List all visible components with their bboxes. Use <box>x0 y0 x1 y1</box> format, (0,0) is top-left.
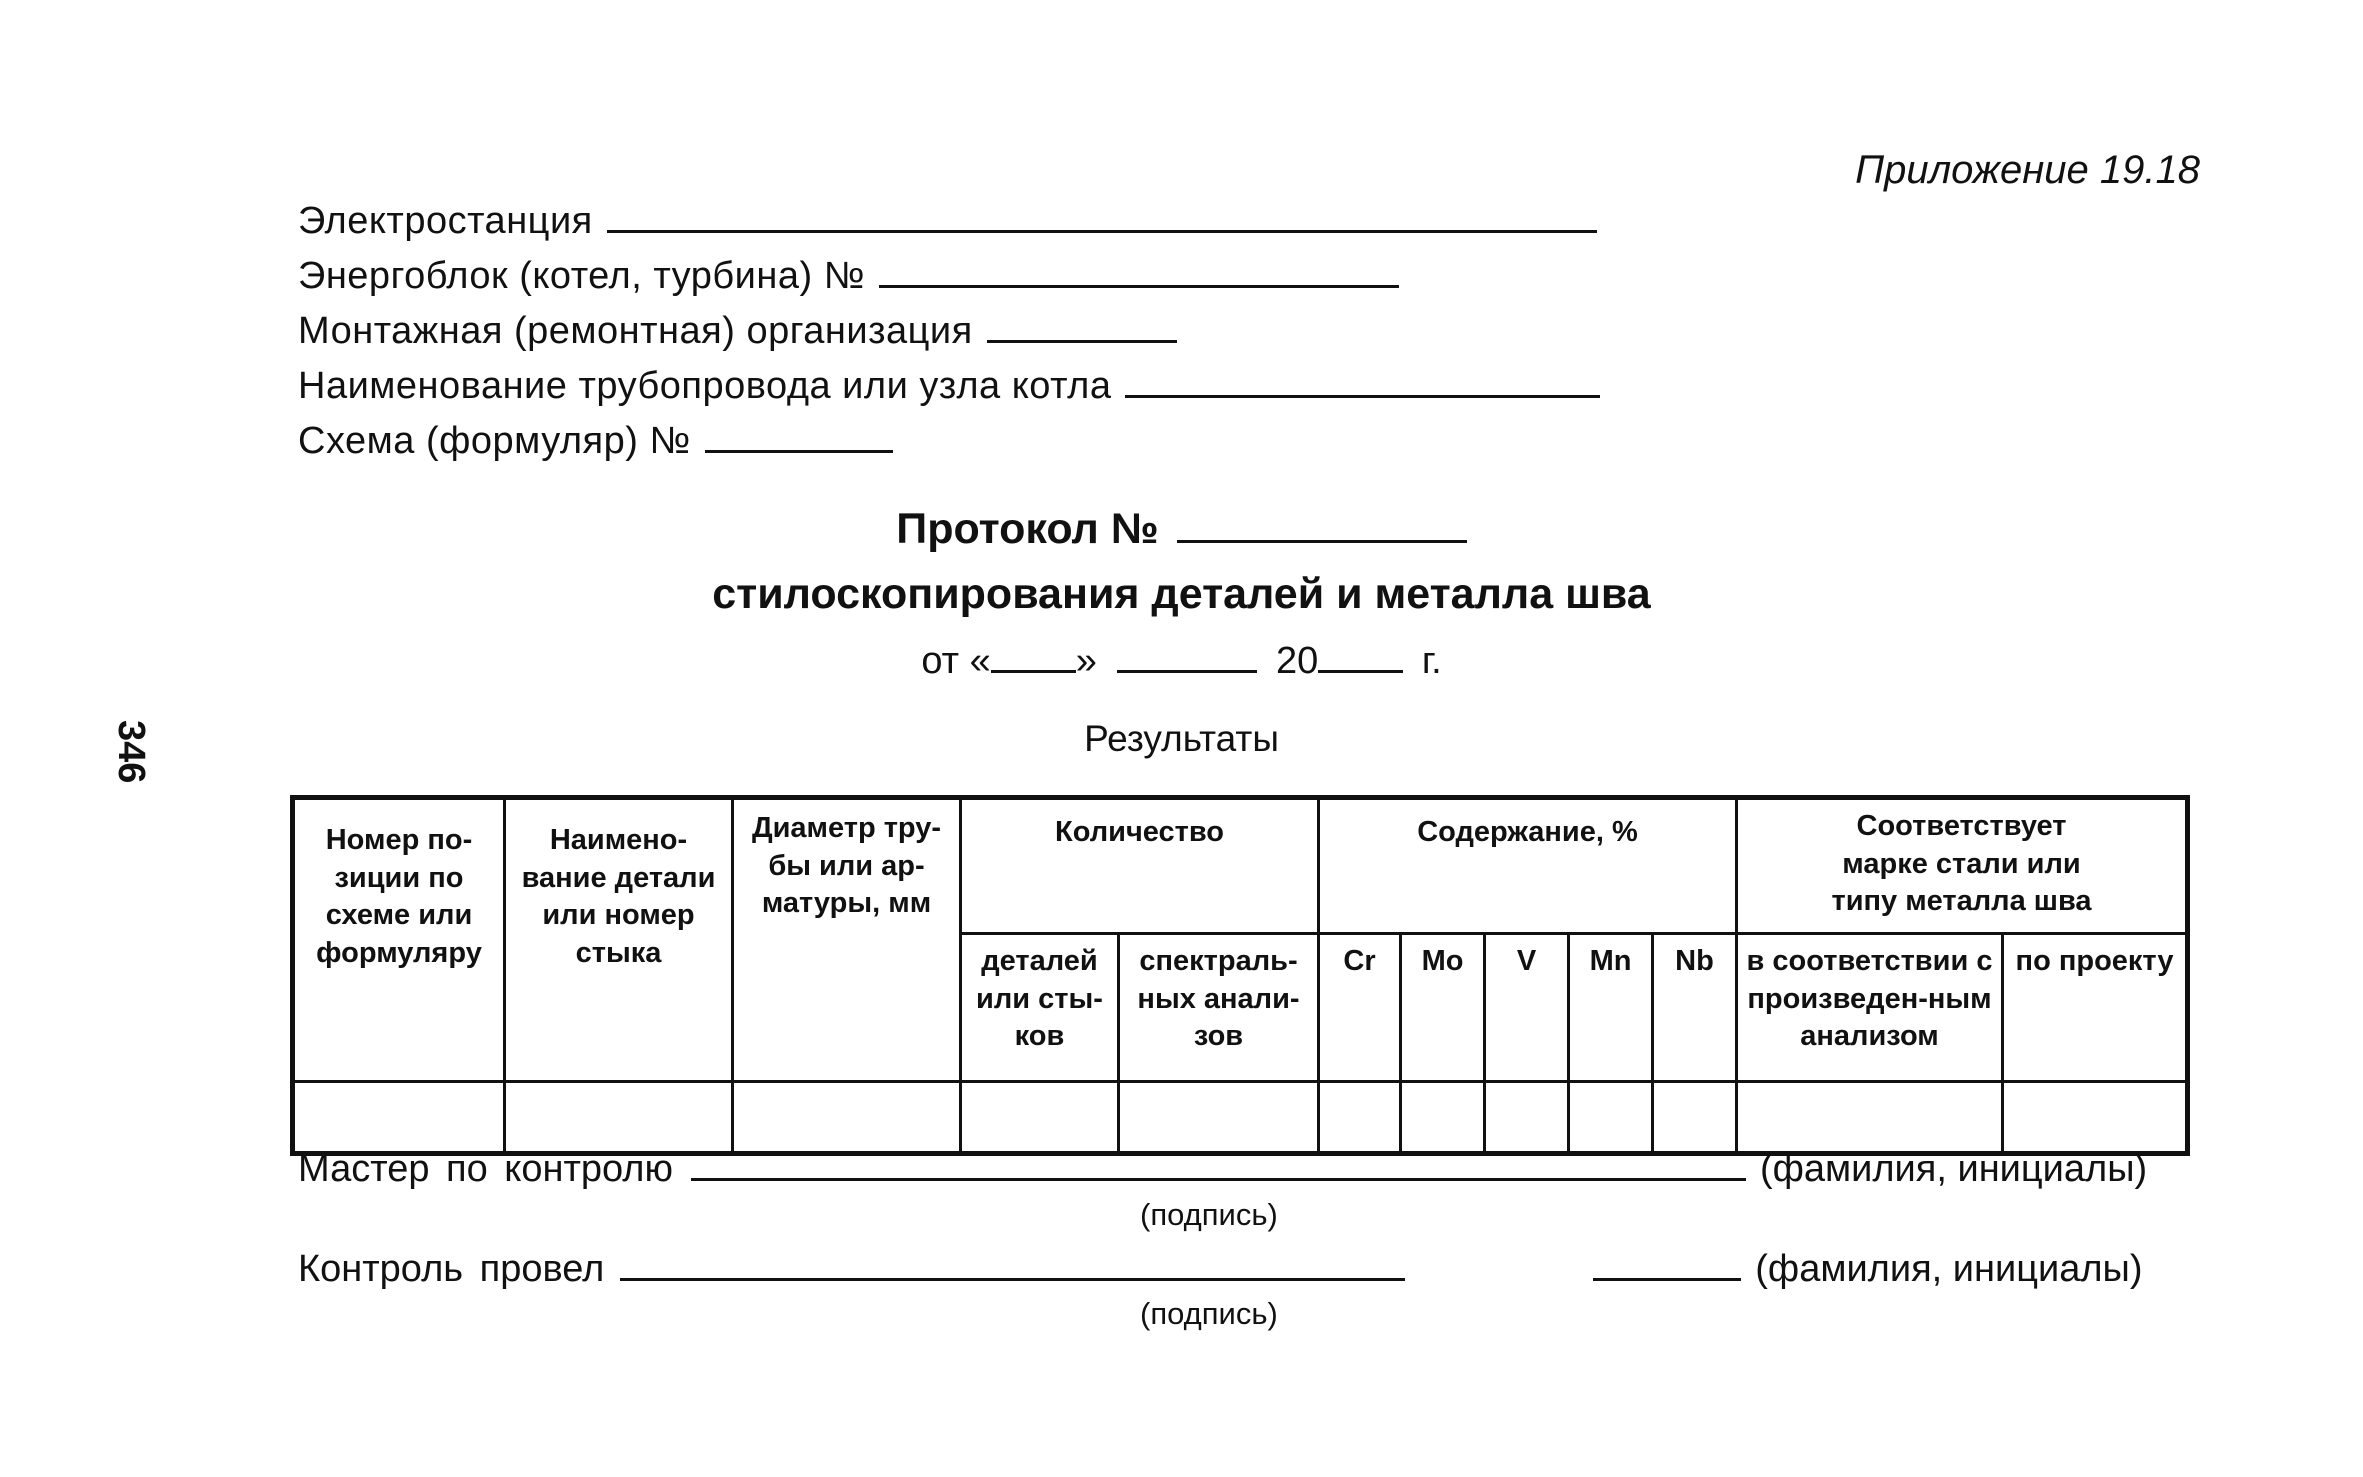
master-signature-row <box>298 1148 2147 1191</box>
cell-mn[interactable] <box>1569 1082 1653 1154</box>
cell-position[interactable] <box>293 1082 505 1154</box>
header-part-name: Наимено-вание детали или номер стыка <box>505 798 733 1082</box>
header-quantity: Количество <box>961 798 1319 934</box>
protocol-title: Протокол № <box>896 505 1159 553</box>
results-table <box>290 795 2190 1156</box>
master-name-caption: (фамилия, инициалы) <box>1759 1148 2148 1190</box>
date-day-blank[interactable] <box>991 666 1076 673</box>
date-suffix: г. <box>1421 640 1442 682</box>
header-matches: Соответствует марке стали или типу металла шва <box>1737 798 2188 934</box>
cell-per-project[interactable] <box>2003 1082 2188 1154</box>
cell-per-analysis[interactable] <box>1737 1082 2003 1154</box>
cell-spectral[interactable] <box>1119 1082 1319 1154</box>
scheme-label: Схема (формуляр) № <box>298 420 691 462</box>
subheader-cr: Cr <box>1319 934 1401 1082</box>
organization-row <box>298 310 1177 353</box>
control-signature-blank[interactable] <box>620 1274 1405 1281</box>
control-label: Контроль провел <box>298 1248 605 1290</box>
appendix-label: Приложение 19.18 <box>1855 148 2200 192</box>
power-station-label: Электростанция <box>298 200 593 242</box>
master-label: Мастер по контролю <box>298 1148 673 1190</box>
pipeline-name-label: Наименование трубопровода или узла котла <box>298 365 1112 407</box>
protocol-date <box>0 640 2363 683</box>
power-unit-label: Энергоблок (котел, турбина) № <box>298 255 865 297</box>
protocol-subtitle: стилоскопирования деталей и металла шва <box>712 570 1651 618</box>
scheme-row <box>298 420 893 463</box>
page-number: 346 <box>110 720 152 784</box>
control-name-blank[interactable] <box>1593 1274 1741 1281</box>
master-signature-caption: (подпись) <box>1140 1197 1278 1232</box>
subheader-per-project: по проекту <box>2003 934 2188 1082</box>
control-signature-row <box>298 1248 2142 1291</box>
results-label: Результаты <box>1084 718 1279 759</box>
header-position: Номер по-зиции по схеме или формуляру <box>293 798 505 1082</box>
subheader-spectral: спектраль-ных анали-зов <box>1119 934 1319 1082</box>
date-year-blank[interactable] <box>1318 666 1403 673</box>
table-row <box>293 1082 2188 1154</box>
cell-nb[interactable] <box>1653 1082 1737 1154</box>
subheader-mo: Mo <box>1401 934 1485 1082</box>
scheme-blank[interactable] <box>705 446 893 453</box>
power-station-row <box>298 200 1597 243</box>
subheader-mn: Mn <box>1569 934 1653 1082</box>
pipeline-name-blank[interactable] <box>1125 391 1600 398</box>
cell-diameter[interactable] <box>733 1082 961 1154</box>
subheader-parts: деталей или сты-ков <box>961 934 1119 1082</box>
date-from: от « <box>921 640 991 682</box>
organization-label: Монтажная (ремонтная) организация <box>298 310 973 352</box>
master-signature-blank[interactable] <box>691 1174 1746 1181</box>
control-name-caption: (фамилия, инициалы) <box>1755 1248 2143 1290</box>
cell-parts[interactable] <box>961 1082 1119 1154</box>
header-diameter: Диаметр тру-бы или ар-матуры, мм <box>733 798 961 1082</box>
subheader-nb: Nb <box>1653 934 1737 1082</box>
header-content: Содержание, % <box>1319 798 1737 934</box>
date-month-blank[interactable] <box>1117 666 1257 673</box>
subheader-v: V <box>1485 934 1569 1082</box>
protocol-number-blank[interactable] <box>1177 536 1467 543</box>
organization-blank[interactable] <box>987 336 1177 343</box>
subheader-per-analysis: в соответствии с произведен-ным анализом <box>1737 934 2003 1082</box>
cell-mo[interactable] <box>1401 1082 1485 1154</box>
control-signature-caption: (подпись) <box>1140 1296 1278 1331</box>
cell-part-name[interactable] <box>505 1082 733 1154</box>
table-header-row <box>293 798 2188 934</box>
power-unit-row <box>298 255 1399 298</box>
date-quote-close: » <box>1075 640 1097 682</box>
protocol-title-row <box>0 505 2363 554</box>
power-station-blank[interactable] <box>607 226 1597 233</box>
cell-cr[interactable] <box>1319 1082 1401 1154</box>
cell-v[interactable] <box>1485 1082 1569 1154</box>
power-unit-blank[interactable] <box>879 281 1399 288</box>
date-year: 20 <box>1276 640 1319 682</box>
pipeline-name-row <box>298 365 1600 408</box>
